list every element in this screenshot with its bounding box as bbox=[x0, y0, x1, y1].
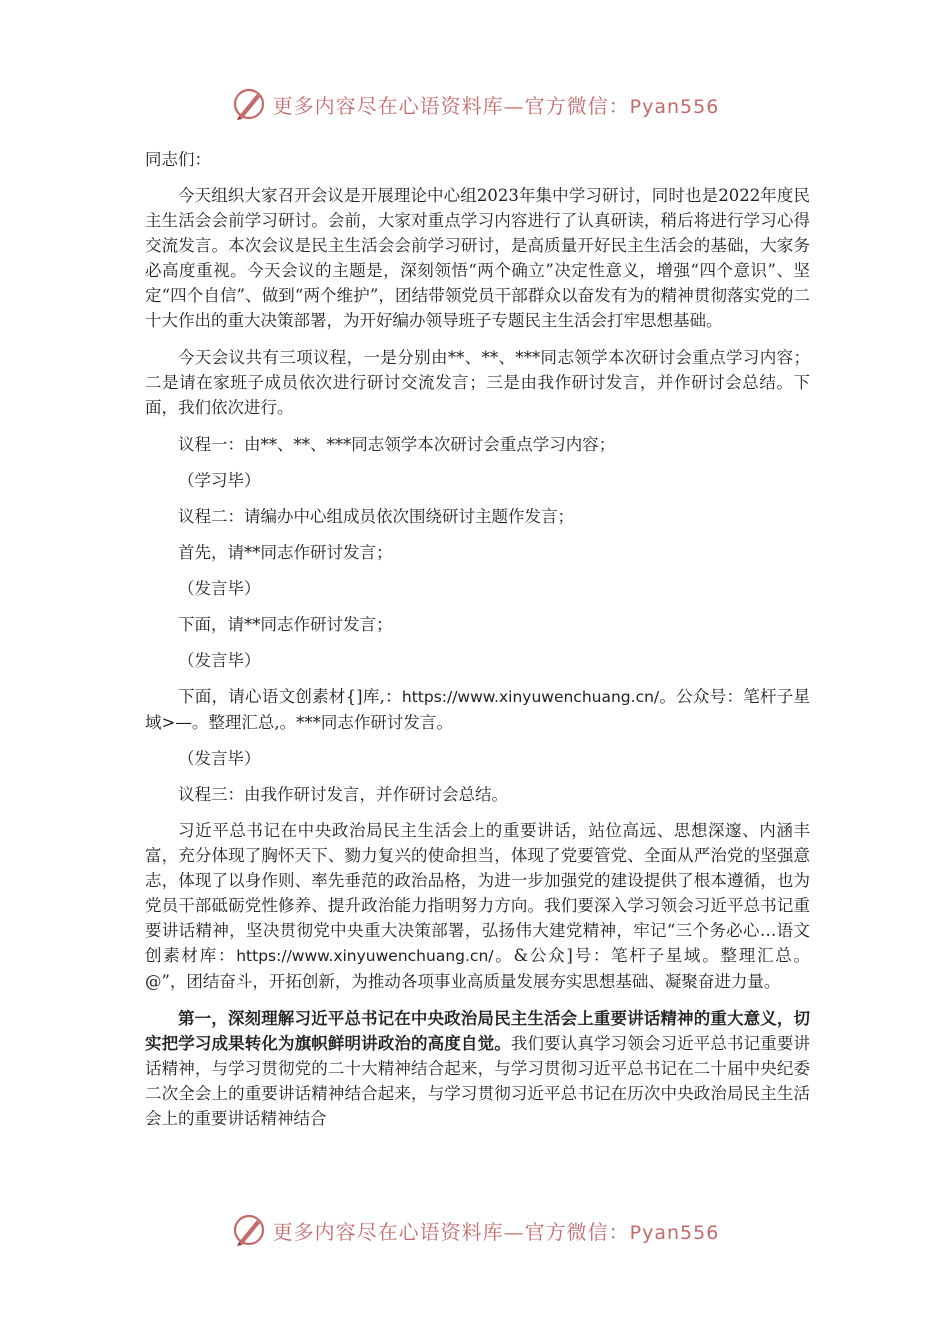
paragraph-speech-spirit bbox=[145, 818, 810, 994]
speaker-next-2-part-a: 下面，请心语文创素材{]库,： bbox=[178, 687, 402, 706]
speaker-next-1: 下面，请**同志作研讨发言； bbox=[178, 615, 393, 634]
watermark-text: 更多内容尽在心语资料库—官方微信：Pyan556 bbox=[272, 1219, 720, 1244]
agenda-item-1: 议程一：由**、**、***同志领学本次研讨会重点学习内容； bbox=[178, 435, 616, 454]
paragraph-point-one bbox=[145, 1006, 810, 1131]
speaker-next-2-url: https://www.xinyuwenchuang.cn/ bbox=[401, 688, 660, 706]
speaker-next-2-part-b: 。公众号：笔杆子星域>—。整理汇总,。***同志作研讨发言。 bbox=[145, 687, 811, 732]
pen-logo-icon bbox=[231, 86, 267, 122]
speaker-next-2 bbox=[145, 684, 810, 735]
footer-watermark bbox=[0, 1208, 950, 1252]
stage-note-2: （发言毕） bbox=[178, 579, 261, 598]
speaker-first: 首先，请**同志作研讨发言； bbox=[178, 543, 393, 562]
agenda-item-2: 议程二：请编办中心组成员依次围绕研讨主题作发言； bbox=[178, 507, 574, 526]
point-one-body: 我们要认真学习领会习近平总书记重要讲话精神，与学习贯彻党的二十大精神结合起来，与学习贯彻习近平总书记在二十届中央纪委二次全会上的重要讲话精神结合起来，与学习贯彻习近平总书记在历次中央政治局民主生活会上的重要讲话精神结合 bbox=[145, 1034, 811, 1128]
pen-logo-icon bbox=[231, 1212, 267, 1248]
agenda-item-3: 议程三：由我作研讨发言，并作研讨会总结。 bbox=[178, 785, 508, 804]
paragraph-intro: 今天组织大家召开会议是开展理论中心组2023年集中学习研讨，同时也是2022年度民主生活会会前学习研讨。会前，大家对重点学习内容进行了认真研读，稍后将进行学习心得交流发言。本次会议是民主生活会会前学习研讨，是高质量开好民主生活会的基础，大家务必高度重视。今天会议的主题是，深刻领悟“两个确立”决定性意义，增强“四个意识”、坚定“四个自信”、做到“两个维护”，团结带领党员干部群众以奋发有为的精神贯彻落实党的二十大作出的重大决策部署，为开好编办领导班子专题民主生活会打牢思想基础。 bbox=[145, 186, 810, 330]
point-one-heading: 第一，深刻理解习近平总书记在中央政治局民主生活会上重要讲话精神的重大意义，切实把学习成果转化为旗帜鲜明讲政治的高度自觉。 bbox=[145, 1009, 810, 1053]
stage-note-4: （发言毕） bbox=[178, 749, 261, 768]
speech-spirit-url: https://www.xinyuwenchuang.cn/ bbox=[236, 947, 494, 965]
paragraph-agenda-overview: 今天会议共有三项议程，一是分别由**、**、***同志领学本次研讨会重点学习内容；二是请在家班子成员依次进行研讨交流发言；三是由我作研讨发言，并作研讨会总结。下面，我们依次进行。 bbox=[145, 348, 810, 417]
watermark-wechat: Pyan556 bbox=[629, 1221, 720, 1244]
speech-spirit-part-b: 。&公众]号：笔杆子星域。整理汇总。@”，团结奋斗，开拓创新，为推动各项事业高质量发展夯实思想基础、凝聚奋进力量。 bbox=[145, 946, 811, 991]
watermark-wechat: Pyan556 bbox=[629, 95, 720, 118]
speech-spirit-part-a: 习近平总书记在中央政治局民主生活会上的重要讲话，站位高远、思想深邃、内涵丰富，充分体现了胸怀天下、勠力复兴的使命担当，体现了党要管党、全面从严治党的坚强意志，体现了以身作则、率先垂范的政治品格，为进一步加强党的建设提供了根本遵循，也为党员干部砥砺党性修养、提升政治能力指明努力方向。我们要深入学习领会习近平总书记重要讲话精神，坚决贯彻党中央重大决策部署，弘扬伟大建党精神，牢记“三个务必心…语文创素材库： bbox=[145, 821, 810, 965]
greeting: 同志们： bbox=[145, 150, 211, 169]
watermark-text: 更多内容尽在心语资料库—官方微信：Pyan556 bbox=[272, 93, 720, 118]
header-watermark bbox=[0, 82, 950, 126]
document-body bbox=[145, 147, 810, 1142]
stage-note-3: （发言毕） bbox=[178, 651, 261, 670]
stage-note-1: （学习毕） bbox=[178, 471, 261, 490]
